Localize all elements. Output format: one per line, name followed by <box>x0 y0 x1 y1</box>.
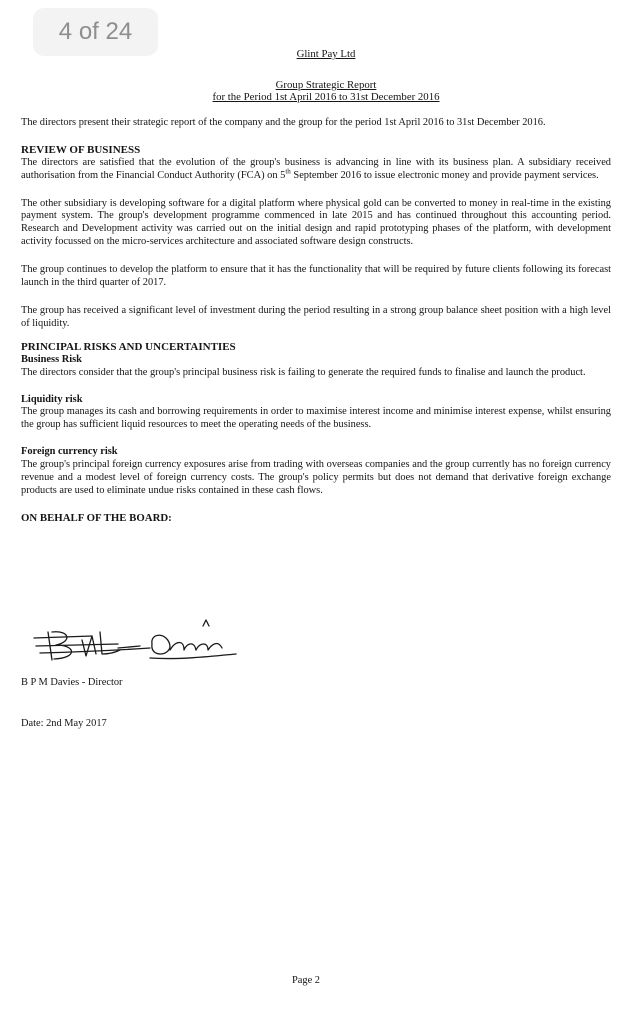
review-paragraph-3: The group continues to develop the platform to ensure that it has the functionality that will be required by future clients following its forecast launch in the third quarter of 2017. <box>21 264 611 289</box>
business-risk-text: The directors consider that the group's principal business risk is failing to generate the required funds to finalise and launch the product. <box>21 366 586 378</box>
review-p1-part2: September 2016 to issue electronic money and provide payment services. <box>290 169 599 181</box>
review-paragraph-4: The group has received a significant level of investment during the period resulting in a strong group balance sheet position with a high level of liquidity. <box>21 304 611 329</box>
page-counter-badge: 4 of 24 <box>33 8 158 56</box>
liquidity-risk-heading: Liquidity risk <box>21 393 83 405</box>
business-risk-heading: Business Risk <box>21 353 82 365</box>
intro-paragraph: The directors present their strategic report of the company and the group for the period 1st April 2016 to 31st December 2016. <box>21 116 546 128</box>
signature-date: Date: 2nd May 2017 <box>21 718 107 729</box>
foreign-currency-risk-text: The group's principal foreign currency exposures arise from trading with overseas companies and the group currently has no foreign currency revenue and a modest level of foreign currency costs. The group's policy permits but does not demand that derivative foreign exchange products are used to eliminate undue risks contained in these cash flows. <box>21 459 611 496</box>
review-paragraph-2: The other subsidiary is developing software for a digital platform where physical gold can be converted to money in real-time in the existing payment system. The group's development programme commenced in late 2015 and has continued throughout this accounting period. Research and Development activity was carried out on the initial design and rapid prototyping phases of the platform, with development activity focussed on the micro-services architecture and associated software design constructs. <box>21 197 611 248</box>
board-label: ON BEHALF OF THE BOARD: <box>21 511 172 524</box>
company-name: Glint Pay Ltd <box>296 48 356 60</box>
review-p1-superscript: th <box>285 167 291 176</box>
review-p1-part1: The directors are satisfied that the evolution of the group's business is advancing in line with its business plan. A subsidiary received authorisation from the Financial Conduct Authority (FCA) on 5 <box>21 156 611 181</box>
review-heading: REVIEW OF BUSINESS <box>21 143 141 156</box>
liquidity-risk-text: The group manages its cash and borrowing requirements in order to maximise interest income and minimise interest expense, whilst ensuring the group has sufficient liquid resources to meet the operating needs of the business. <box>21 406 611 431</box>
page-number: Page 2 <box>292 975 320 986</box>
foreign-currency-risk-heading: Foreign currency risk <box>21 446 118 458</box>
report-title-line1: Group Strategic Report <box>275 78 377 91</box>
report-title-line2: for the Period 1st April 2016 to 31st December 2016 <box>212 90 440 103</box>
director-name: B P M Davies - Director <box>21 677 123 688</box>
risks-heading: PRINCIPAL RISKS AND UNCERTAINTIES <box>21 340 236 353</box>
